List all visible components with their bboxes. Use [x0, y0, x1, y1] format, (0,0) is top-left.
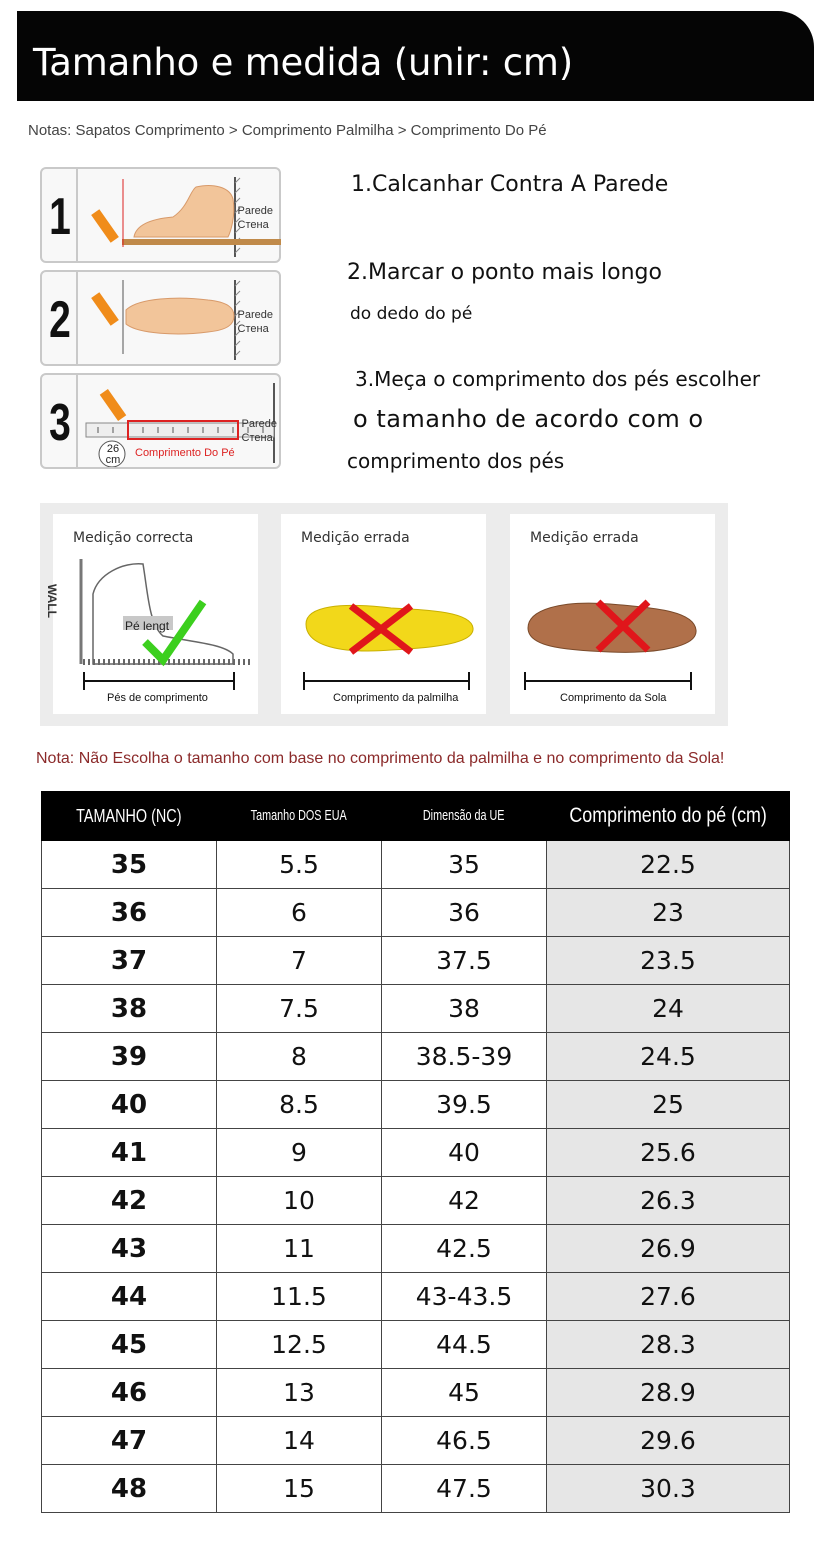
- instruction-step-3: 3.Meça o comprimento dos pés escolher: [355, 367, 761, 391]
- table-row: [42, 889, 790, 937]
- eu-size-cell: 40: [382, 1129, 547, 1177]
- insole-icon: [281, 584, 486, 674]
- table-row: [42, 1465, 790, 1513]
- wall-label-ru: Стена: [241, 432, 273, 444]
- eu-size-cell: 38.5-39: [382, 1033, 547, 1081]
- wall-label-pt: Parede: [237, 205, 273, 217]
- size-chart-table: [41, 791, 790, 1513]
- us-size-cell: 10: [217, 1177, 382, 1225]
- cn-size-cell: 37: [42, 937, 217, 985]
- foot-length-cell: 23: [547, 889, 790, 937]
- table-row: [42, 1321, 790, 1369]
- foot-length-label: Comprimento Do Pé: [135, 447, 235, 459]
- instruction-step-1: 1.Calcanhar Contra A Parede: [351, 172, 669, 197]
- measure-line: [83, 680, 235, 682]
- page-title: Tamanho e medida (unir: cm): [33, 41, 574, 84]
- cn-size-cell: 43: [42, 1225, 217, 1273]
- us-size-cell: 6: [217, 889, 382, 937]
- step-number: 3: [49, 394, 71, 452]
- foot-length-tag: Pé lengt: [125, 619, 170, 633]
- foot-length-cell: 27.6: [547, 1273, 790, 1321]
- eu-size-cell: 36: [382, 889, 547, 937]
- header-eu-size-label: Dimensão da UE: [423, 807, 505, 824]
- table-row: [42, 1369, 790, 1417]
- instruction-step-2-cont: do dedo do pé: [350, 304, 473, 324]
- foot-length-cell: 24.5: [547, 1033, 790, 1081]
- ruler-value: 26: [106, 443, 120, 455]
- table-row: [42, 1033, 790, 1081]
- us-size-cell: 11: [217, 1225, 382, 1273]
- wall-label-ru: Стена: [237, 219, 269, 231]
- step-2-panel: [40, 270, 281, 366]
- correct-check-icon: [53, 554, 258, 674]
- wall-label: [238, 204, 273, 232]
- wall-label-pt: Parede: [241, 418, 277, 430]
- header-us-size-label: Tamanho DOS EUA: [250, 807, 348, 824]
- table-row: [42, 937, 790, 985]
- instruction-step-3-cont: o tamanho de acordo com o: [353, 405, 704, 433]
- table-row: [42, 1081, 790, 1129]
- us-size-cell: 7: [217, 937, 382, 985]
- foot-length-cell: 24: [547, 985, 790, 1033]
- cn-size-cell: 42: [42, 1177, 217, 1225]
- measurement-notes: Notas: Sapatos Comprimento > Comprimento Palmilha > Comprimento Do Pé: [28, 122, 547, 139]
- cn-size-cell: 39: [42, 1033, 217, 1081]
- wall-label-pt: Parede: [237, 309, 273, 321]
- foot-length-cell: 26.3: [547, 1177, 790, 1225]
- us-size-cell: 9: [217, 1129, 382, 1177]
- cn-size-cell: 48: [42, 1465, 217, 1513]
- cn-size-cell: 47: [42, 1417, 217, 1465]
- eu-size-cell: 46.5: [382, 1417, 547, 1465]
- instruction-step-3-end: comprimento dos pés: [347, 449, 565, 473]
- cn-size-cell: 46: [42, 1369, 217, 1417]
- measure-line: [524, 680, 692, 682]
- card-caption: Pés de comprimento: [107, 692, 208, 704]
- us-size-cell: 8.5: [217, 1081, 382, 1129]
- cn-size-cell: 36: [42, 889, 217, 937]
- table-row: [42, 841, 790, 889]
- foot-length-cell: 25: [547, 1081, 790, 1129]
- step-number: 1: [49, 188, 71, 246]
- card-caption: Comprimento da palmilha: [333, 692, 459, 704]
- table-row: [42, 1129, 790, 1177]
- step-1-panel: [40, 167, 281, 263]
- foot-length-cell: 28.9: [547, 1369, 790, 1417]
- card-title: Medição errada: [301, 530, 410, 546]
- us-size-cell: 11.5: [217, 1273, 382, 1321]
- eu-size-cell: 38: [382, 985, 547, 1033]
- header-cn-size: [42, 792, 217, 841]
- us-size-cell: 15: [217, 1465, 382, 1513]
- step-number: 2: [49, 291, 71, 349]
- cn-size-cell: 45: [42, 1321, 217, 1369]
- us-size-cell: 7.5: [217, 985, 382, 1033]
- table-row: [42, 1225, 790, 1273]
- wall-label: [238, 308, 273, 336]
- cn-size-cell: 38: [42, 985, 217, 1033]
- table-row: [42, 1177, 790, 1225]
- cn-size-cell: 41: [42, 1129, 217, 1177]
- measure-line: [303, 680, 470, 682]
- header-cn-size-label: TAMANHO (NC): [76, 805, 182, 826]
- card-title: Medição correcta: [73, 530, 194, 546]
- eu-size-cell: 37.5: [382, 937, 547, 985]
- eu-size-cell: 47.5: [382, 1465, 547, 1513]
- us-size-cell: 12.5: [217, 1321, 382, 1369]
- wall-label: [242, 417, 277, 445]
- foot-length-cell: 25.6: [547, 1129, 790, 1177]
- wall-label-ru: Стена: [237, 323, 269, 335]
- foot-length-cell: 23.5: [547, 937, 790, 985]
- eu-size-cell: 35: [382, 841, 547, 889]
- foot-length-cell: 28.3: [547, 1321, 790, 1369]
- ruler-reading: [102, 444, 124, 466]
- wrong-insole-card: [281, 514, 486, 714]
- page-header: [17, 11, 814, 101]
- cn-size-cell: 44: [42, 1273, 217, 1321]
- eu-size-cell: 42.5: [382, 1225, 547, 1273]
- wall-text: WALL: [45, 584, 59, 618]
- card-caption: Comprimento da Sola: [560, 692, 667, 704]
- eu-size-cell: 43-43.5: [382, 1273, 547, 1321]
- warning-note: Nota: Não Escolha o tamanho com base no comprimento da palmilha e no comprimento da Sola!: [36, 750, 725, 767]
- correct-measurement-card: [45, 514, 258, 714]
- cn-size-cell: 35: [42, 841, 217, 889]
- header-foot-length-label: Comprimento do pé (cm): [569, 804, 767, 827]
- us-size-cell: 5.5: [217, 841, 382, 889]
- us-size-cell: 13: [217, 1369, 382, 1417]
- eu-size-cell: 39.5: [382, 1081, 547, 1129]
- eu-size-cell: 45: [382, 1369, 547, 1417]
- foot-length-cell: 22.5: [547, 841, 790, 889]
- cn-size-cell: 40: [42, 1081, 217, 1129]
- foot-length-cell: 30.3: [547, 1465, 790, 1513]
- ruler-unit: cm: [105, 454, 121, 466]
- us-size-cell: 14: [217, 1417, 382, 1465]
- header-eu-size: [382, 792, 547, 841]
- eu-size-cell: 42: [382, 1177, 547, 1225]
- table-row: [42, 985, 790, 1033]
- foot-length-cell: 29.6: [547, 1417, 790, 1465]
- instruction-step-2: 2.Marcar o ponto mais longo: [347, 260, 662, 285]
- wrong-sole-card: [510, 514, 715, 714]
- table-header-row: [42, 792, 790, 841]
- sole-icon: [510, 584, 715, 674]
- header-us-size: [217, 792, 382, 841]
- eu-size-cell: 44.5: [382, 1321, 547, 1369]
- foot-length-cell: 26.9: [547, 1225, 790, 1273]
- table-row: [42, 1273, 790, 1321]
- step-3-panel: [40, 373, 281, 469]
- header-foot-length: [547, 792, 790, 841]
- table-row: [42, 1417, 790, 1465]
- us-size-cell: 8: [217, 1033, 382, 1081]
- card-title: Medição errada: [530, 530, 639, 546]
